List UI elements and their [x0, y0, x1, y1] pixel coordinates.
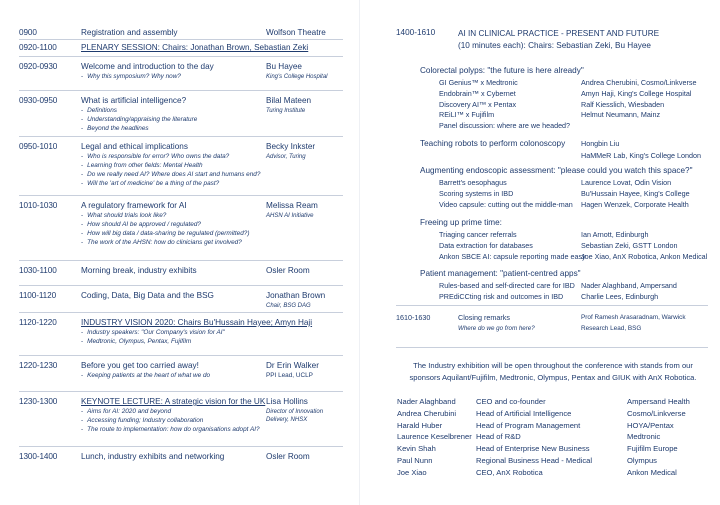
item-speaker: Nader Alaghband, Ampersand — [581, 281, 677, 290]
person-org: Ankon Medical — [627, 467, 677, 477]
session-time: 1300-1400 — [19, 452, 58, 461]
session-title: Before you get too carried away! — [81, 361, 199, 370]
speaker-role-line: Turing Institute — [266, 108, 306, 114]
item-label: Ankon SBCE AI: capsule reporting made easy — [439, 251, 586, 261]
speaker-role — [266, 302, 311, 310]
divider — [396, 347, 708, 348]
item-label: GI Genius™ x Medtronic — [439, 78, 518, 87]
person-name: Joe Xiao — [397, 467, 427, 477]
item-label: Barrett's oesophagus — [439, 178, 507, 187]
session-topics — [81, 107, 197, 134]
item-speaker: Charlie Lees, Edinburgh — [581, 291, 659, 301]
item-speaker: Ralf Kiesslich, Wiesbaden — [581, 99, 665, 109]
item-label: Scoring systems in IBD — [439, 188, 514, 198]
speaker-name: Wolfson Theatre — [266, 28, 326, 37]
item-label: PREdiCCting risk and outcomes in IBD — [439, 291, 564, 301]
topic-item: - What should trials look like? — [81, 212, 249, 221]
session-topics — [81, 153, 260, 189]
topic-item: - Aims for AI: 2020 and beyond — [81, 408, 260, 417]
item-speaker: HaMMeR Lab, King's College London — [581, 151, 702, 160]
session-time: 0930-0950 — [19, 96, 58, 105]
session-time: 0920-0930 — [19, 62, 58, 71]
session-time: 1120-1220 — [19, 318, 57, 327]
topic-item: - Understanding/appraising the literature — [81, 116, 197, 125]
exhibition-notice: The Industry exhibition will be open throughout the conference with stands from our sponsors Aquilant/Fujifilm, Medtronic, Olympus, Pentax and GIUK with AnX Robotica. — [409, 361, 697, 382]
topic-item: - Accessing funding; Industry collaboration — [81, 417, 260, 426]
speaker-role-line: AHSN AI Initiative — [266, 213, 314, 219]
session-title: PLENARY SESSION: Chairs: Jonathan Brown, Sebastian Zeki — [81, 43, 309, 52]
topic-item: - Learning from other fields: Mental Health — [81, 162, 260, 171]
person-org: HOYA/Pentax — [627, 420, 674, 430]
block-title: Patient management: "patient-centred apps" — [420, 269, 581, 278]
schedule-row — [0, 96, 360, 146]
session-topics — [81, 408, 260, 435]
speaker-name: Osler Room — [266, 266, 310, 275]
item-label: Rules-based and self-directed care for IBD — [439, 281, 575, 290]
speaker-role — [266, 153, 306, 161]
person-name: Paul Nunn — [397, 455, 433, 465]
speaker-role-line: Advisor, Turing — [266, 154, 306, 160]
speaker-role — [266, 107, 305, 115]
session-title: AI IN CLINICAL PRACTICE - PRESENT AND FUTURE (10 minutes each): Chairs: Sebastian Zeki, Bu Hayee — [458, 29, 660, 50]
speaker-role — [266, 372, 313, 380]
speaker-name: Bu Hayee — [266, 62, 302, 71]
item-label: Video capsule: cutting out the middle-man — [439, 199, 573, 209]
item-label: Discovery AI™ x Pentax — [439, 99, 517, 109]
speaker-role-line: Director of Innovation — [266, 409, 324, 415]
session-time: 1400-1610 — [396, 28, 436, 37]
speaker-role-line: Chair, BSG DAG — [266, 303, 311, 309]
session-time: 0900 — [19, 28, 37, 37]
session-title: KEYNOTE LECTURE: A strategic vision for the UK — [81, 397, 266, 406]
closing-time: 1610-1630 — [396, 313, 431, 322]
closing-speaker: Prof Ramesh Arasaradnam, Warwick — [581, 314, 686, 321]
person-role: CEO and co-founder — [476, 397, 546, 406]
topic-item: - Keeping patients at the heart of what we do — [81, 372, 210, 381]
speaker-role-line: PPI Lead, UCLP — [266, 372, 313, 379]
person-name: Andrea Cherubini — [397, 408, 457, 418]
schedule-row — [0, 452, 360, 502]
programme-right-page — [360, 0, 720, 505]
schedule-row — [0, 201, 360, 251]
person-name: Nader Alaghband — [397, 397, 456, 406]
block-title: Freeing up prime time: — [420, 218, 502, 227]
item-label: Triaging cancer referrals — [439, 230, 517, 239]
schedule-row — [0, 142, 360, 192]
topic-item: - The work of the AHSN: how do clinicians get involved? — [81, 239, 249, 248]
speaker-name: Bilal Mateen — [266, 96, 312, 105]
topic-item: - The route to implementation: how do organisations adopt AI? — [81, 426, 260, 435]
speaker-name: Becky Inkster — [266, 142, 316, 151]
item-label: Endobrain™ x Cybernet — [439, 88, 516, 98]
session-time: 1220-1230 — [19, 361, 58, 370]
person-role: Head of Program Management — [476, 420, 581, 430]
item-speaker: Joe Xiao, AnX Robotica, Ankon Medical — [581, 251, 708, 261]
session-time: 0950-1010 — [19, 142, 58, 151]
topic-item: - How should AI be approved / regulated? — [81, 221, 249, 230]
person-org: Olympus — [627, 455, 657, 465]
item-label: Data extraction for databases — [439, 240, 533, 250]
session-title: Welcome and introduction to the day — [81, 62, 214, 71]
item-speaker: Andrea Cherubini, Cosmo/Linkverse — [581, 78, 697, 87]
session-title: Coding, Data, Big Data and the BSG — [81, 291, 214, 300]
topic-item: - Industry speakers: "Our Company's vision for AI" — [81, 329, 225, 338]
speaker-name: Dr Erin Walker — [266, 361, 319, 370]
topic-item: - Medtronic, Olympus, Pentax, Fujifilm — [81, 338, 225, 347]
person-role: Head of R&D — [476, 432, 521, 442]
block-title: Colorectal polyps: "the future is here already" — [420, 66, 584, 75]
speaker-role-line: King's College Hospital — [266, 74, 328, 80]
session-title: Registration and assembly — [81, 28, 178, 37]
people-names — [397, 396, 472, 479]
speaker-role — [266, 408, 323, 424]
item-label: REiLI™ x Fujifilm — [439, 110, 495, 120]
person-name: Kevin Shah — [397, 444, 436, 454]
topic-item: - How will big data / data-sharing be regulated (permitted?) — [81, 230, 249, 239]
person-role: CEO, AnX Robotica — [476, 467, 543, 477]
item-speaker: Bu'Hussain Hayee, King's College — [581, 188, 690, 198]
speaker-name: Melissa Ream — [266, 201, 318, 210]
people-orgs — [627, 396, 690, 479]
speaker-role-line: Delivery, NHSX — [266, 417, 308, 423]
session-title: A regulatory framework for AI — [81, 201, 187, 210]
person-role: Head of Enterprise New Business — [476, 444, 590, 454]
item-speaker: Helmut Neumann, Mainz — [581, 110, 661, 120]
schedule-row — [0, 397, 360, 447]
speaker-role — [266, 212, 313, 220]
closing-speaker-role: Research Lead, BSG — [581, 325, 642, 332]
closing-subtitle: Where do we go from here? — [458, 325, 535, 332]
topic-item: - Who is responsible for error? Who owns the data? — [81, 153, 260, 162]
topic-item: - Beyond the headlines — [81, 125, 197, 134]
divider — [396, 305, 708, 306]
item-speaker: Sebastian Zeki, GSTT London — [581, 240, 678, 250]
topic-item: - Why this symposium? Why now? — [81, 73, 181, 82]
item-speaker: Laurence Lovat, Odin Vision — [581, 178, 672, 187]
session-time: 1100-1120 — [19, 291, 57, 300]
divider — [19, 195, 343, 196]
session-time: 1010-1030 — [19, 201, 58, 210]
item-speaker: Hongbin Liu — [581, 139, 620, 148]
session-time: 1030-1100 — [19, 266, 57, 275]
divider — [19, 260, 343, 261]
session-title: What is artificial intelligence? — [81, 96, 187, 105]
session-title: INDUSTRY VISION 2020: Chairs Bu'Hussain Hayee; Amyn Haji — [81, 318, 313, 327]
session-title: Legal and ethical implications — [81, 142, 188, 151]
closing-title: Closing remarks — [458, 313, 510, 322]
block-title: Teaching robots to perform colonoscopy — [420, 139, 566, 148]
person-org: Medtronic — [627, 432, 661, 442]
item-label: Panel discussion: where are we headed? — [439, 121, 571, 131]
person-org: Fujifilm Europe — [627, 444, 678, 454]
item-speaker: Ian Arnott, Edinburgh — [581, 230, 649, 239]
block-title: Augmenting endoscopic assessment: "please could you watch this space?" — [420, 166, 693, 175]
session-title: Lunch, industry exhibits and networking — [81, 452, 225, 461]
topic-item: - Do we really need AI? Where does AI start and humans end? — [81, 171, 260, 180]
session-topics — [81, 73, 181, 82]
session-time: 1230-1300 — [19, 397, 58, 406]
session-time: 0920-1100 — [19, 43, 57, 52]
topic-item: - Will the 'art of medicine' be a thing of the past? — [81, 180, 260, 189]
person-name: Laurence Keselbrener — [397, 432, 472, 442]
session-topics — [81, 329, 225, 347]
speaker-role — [266, 73, 328, 81]
people-roles — [476, 396, 592, 479]
session-topics — [81, 212, 249, 248]
person-org: Cosmo/Linkverse — [627, 408, 686, 418]
person-role: Regional Business Head - Medical — [476, 455, 593, 465]
topic-item: - Definitions — [81, 107, 197, 116]
person-role: Head of Artificial Intelligence — [476, 408, 572, 418]
session-topics — [81, 372, 210, 381]
speaker-name: Lisa Hollins — [266, 397, 308, 406]
person-org: Ampersand Health — [627, 397, 690, 406]
item-speaker: Amyn Haji, King's College Hospital — [581, 88, 692, 98]
session-title: Morning break, industry exhibits — [81, 266, 197, 275]
item-speaker: Hagen Wenzek, Corporate Health — [581, 199, 689, 209]
speaker-name: Jonathan Brown — [266, 291, 326, 300]
speaker-name: Osler Room — [266, 452, 310, 461]
person-name: Harald Huber — [397, 420, 443, 430]
